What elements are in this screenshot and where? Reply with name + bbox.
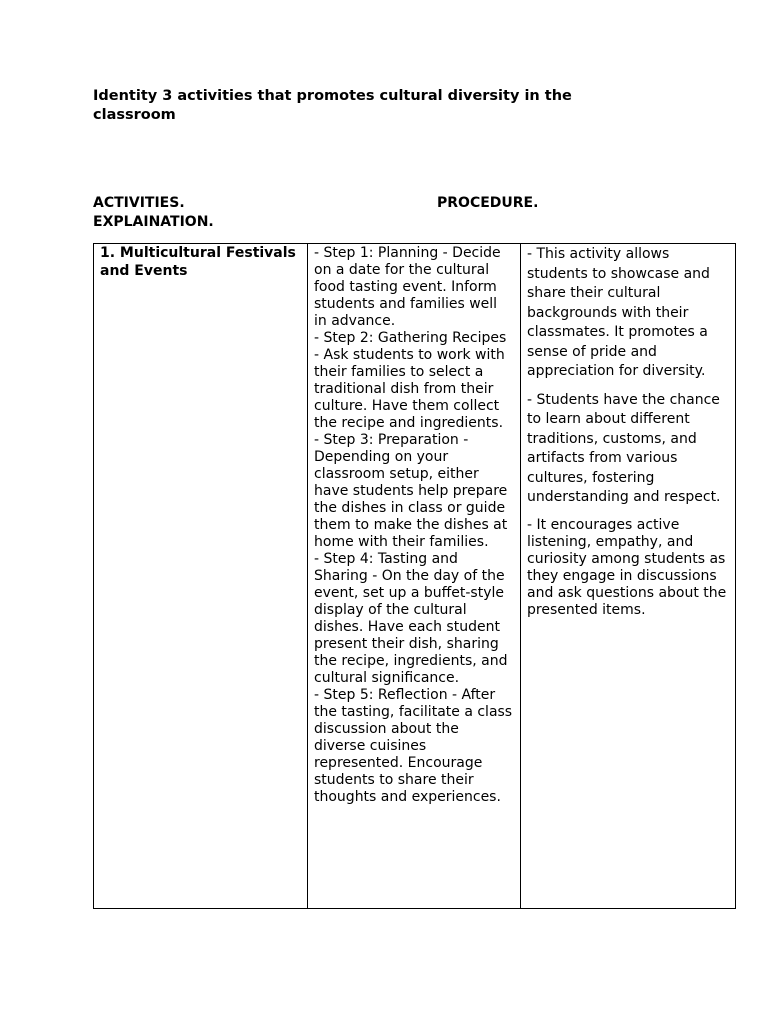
explanation-paragraph: - Students have the chance to learn about different traditions, customs, and artifacts from various cultures, fostering understanding and respect. <box>527 391 721 505</box>
procedure-step: - Step 4: Tasting and Sharing - On the day of the event, set up a buffet-style display of the cultural dishes. Have each student present their dish, sharing the recipe, ingredients, and cultural significance. <box>314 551 508 686</box>
activities-table <box>93 243 736 909</box>
procedure-step: - Step 2: Gathering Recipes - Ask students to work with their families to select a traditional dish from their culture. Have them collect the recipe and ingredients. <box>314 330 507 431</box>
explanation-paragraph: - This activity allows students to showcase and share their cultural backgrounds with their classmates. It promotes a sense of pride and appreciation for diversity. <box>527 246 710 379</box>
procedure-step: - Step 3: Preparation - Depending on your classroom setup, either have students help prepare the dishes in class or guide them to make the dishes at home with their families. <box>314 432 508 550</box>
explanation-header: EXPLAINATION. <box>93 214 214 230</box>
document-title: Identity 3 activities that promotes cultural diversity in the classroom <box>93 88 572 123</box>
explanation-cell <box>521 244 736 909</box>
activity-cell <box>94 244 308 909</box>
procedure-header: PROCEDURE. <box>437 195 539 211</box>
table-row <box>94 244 736 909</box>
procedure-step: - Step 5: Reflection - After the tasting, facilitate a class discussion about the diverse cuisines represented. Encourage students to share their thoughts and experiences. <box>314 687 513 805</box>
procedure-step: - Step 1: Planning - Decide on a date for the cultural food tasting event. Inform students and families well in advance. <box>314 245 501 329</box>
explanation-paragraph: - It encourages active listening, empathy, and curiosity among students as they engage in discussions and ask questions about the presented items. <box>527 516 727 618</box>
activity-name: 1. Multicultural Festivals and Events <box>100 245 296 279</box>
procedure-cell <box>308 244 521 909</box>
activities-header: ACTIVITIES. <box>93 195 185 211</box>
